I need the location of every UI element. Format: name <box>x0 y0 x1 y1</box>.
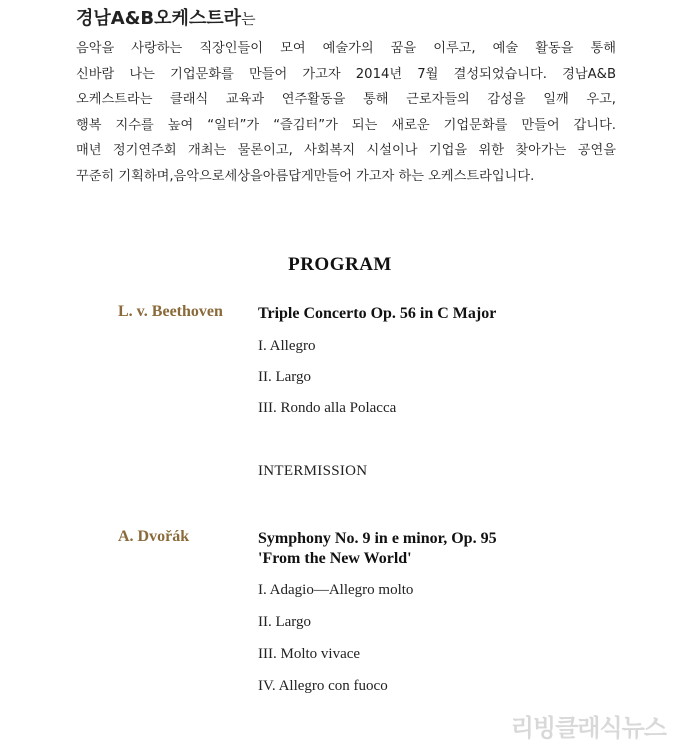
intro-line: 음악을 사랑하는 직장인들이 모여 예술가의 꿈을 이루고, 예술 활동을 통해 <box>76 41 616 56</box>
intro-paragraph <box>76 36 616 190</box>
movement-item: III. Rondo alla Polacca <box>258 400 397 416</box>
watermark: 리빙클래식뉴스 <box>510 714 666 742</box>
composer-dvorak: A. Dvořák <box>118 528 190 545</box>
movement-item: II. Largo <box>258 369 312 385</box>
movement-item: III. Molto vivace <box>258 646 361 662</box>
intro-line: 꾸준히 기획하며,음악으로세상을아름답게만들어 가고자 하는 오케스트라입니다. <box>76 168 535 184</box>
orchestra-introduction <box>76 6 616 190</box>
composer-beethoven: L. v. Beethoven <box>118 303 223 320</box>
intro-title <box>76 6 616 32</box>
work-title-triple-concerto: Triple Concerto Op. 56 in C Major <box>258 305 497 322</box>
program-heading: PROGRAM <box>288 254 392 275</box>
title-particle: 는 <box>241 10 256 28</box>
intro-line: 신바람 나는 기업문화를 만들어 가고자 2014년 7월 결성되었습니다. 경남A&B <box>76 66 616 82</box>
movement-item: II. Largo <box>258 614 312 630</box>
intro-line: 오케스트라는 클래식 교육과 연주활동을 통해 근로자들의 감성을 일깨 우고, <box>76 92 616 108</box>
work-subtitle-new-world: 'From the New World' <box>258 550 412 567</box>
intro-line: 행복 지수를 높여 “일터”가 “즐김터”가 되는 새로운 기업문화를 만들어 갑니다. <box>76 117 616 133</box>
intro-line: 매년 정기연주회 개최는 물론이고, 사회복지 시설이나 기업을 위한 찾아가는 공연을 <box>76 143 616 159</box>
movement-item: I. Allegro <box>258 338 316 354</box>
movement-item: I. Adagio—Allegro molto <box>258 582 414 598</box>
orchestra-name: 경남A&B오케스트라 <box>76 8 242 29</box>
movement-item: IV. Allegro con fuoco <box>258 678 388 694</box>
intermission-label: INTERMISSION <box>258 463 368 479</box>
work-title-symphony-9: Symphony No. 9 in e minor, Op. 95 <box>258 530 497 547</box>
